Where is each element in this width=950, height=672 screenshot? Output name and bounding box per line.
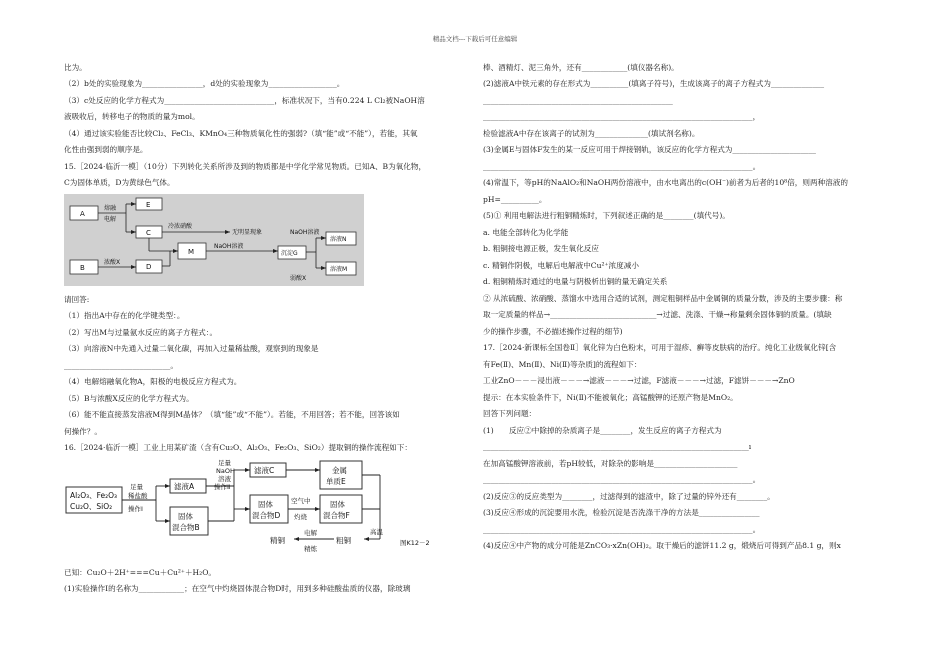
label-solid-D-1: 固体: [258, 499, 273, 509]
text-line: 化性由强到弱的顺序是。: [64, 145, 148, 155]
label-step2-d: 操作Ⅱ: [214, 482, 231, 491]
text-line: (5)① 利用电解法进行粗铜精炼时，下列叙述正确的是________(填代号)。: [483, 211, 730, 221]
text-line: b. 粗铜接电源正极，发生氧化反应: [483, 244, 599, 254]
text-line: 16.［2024·临沂一模］工业上用某矿渣（含有Cu₂O、Al₂O₃、Fe₂O₃、SiO₂）提取铜的操作流程如下：: [64, 443, 412, 453]
label-electrolysis: 电解: [304, 528, 317, 537]
label-refined-copper: 精铜: [270, 535, 285, 545]
text-line: pH=__________。: [483, 194, 547, 204]
text-line: （1）指出A中存在的化学键类型：。: [64, 311, 185, 321]
text-line: C为固体单质，D为黄绿色气体。: [64, 178, 175, 188]
text-line: 回答下列问题：: [483, 409, 537, 419]
label-cold-nitric: 冷浓硝酸: [168, 222, 193, 230]
arrowhead: [364, 537, 369, 541]
label-ore-1: Al₂O₃、Fe₂O₃: [70, 490, 118, 500]
label-ore-2: Cu₂O、SiO₂: [70, 501, 113, 511]
text-line: 17.［2024·新课标全国卷Ⅱ］氧化锌为白色粉末，可用于湿疹、癣等皮肤病的治疗。纯化工业级氧化锌[含: [483, 343, 837, 353]
process-flow-diagram: [64, 459, 464, 559]
text-line: _______________________________________________________________________。: [483, 524, 761, 534]
text-line: 15.［2024·临沂一模］（10分）下列转化关系所涉及到的物质都是中学化学常见物质。已知A、B为氧化物，: [64, 161, 427, 171]
arrowhead: [315, 507, 320, 511]
text-line: (4)常温下，等pH的NaAlO₂和NaOH两份溶液中，由水电离出的c(OH⁻)前者为后者的10⁸倍，则两种溶液的: [483, 178, 848, 188]
label-C: C: [146, 228, 151, 237]
conversion-diagram-svg: [64, 194, 364, 286]
label-air-1: 空气中: [291, 496, 311, 505]
process-flow-svg: [64, 459, 464, 559]
arrowhead: [315, 468, 320, 472]
label-electrolysis: 电解: [104, 215, 117, 223]
conversion-diagram: [64, 194, 464, 286]
text-line: d. 粗铜精炼时通过的电量与阴极析出铜的量无确定关系: [483, 277, 668, 287]
label-solid-B-2: 混合物B: [172, 522, 200, 532]
label-solid-D-2: 混合物D: [252, 510, 281, 520]
text-line: ____________________________。: [64, 360, 178, 370]
label-refining: 精炼: [304, 544, 317, 553]
label-solid-F-1: 固体: [330, 499, 345, 509]
label-solid-F-2: 混合物F: [323, 510, 350, 520]
label-step1-b: 稀盐酸: [128, 491, 148, 500]
text-line: _______________________________________________________________________。: [483, 161, 761, 171]
text-line: 已知：Cu₂O＋2H⁺===Cu＋Cu²⁺＋H₂O。: [64, 567, 217, 577]
label-solid-B-1: 固体: [178, 511, 193, 521]
label-step2-a: 足量: [218, 458, 231, 467]
text-line: （3）向溶液N中先通入过量二氧化碳，再加入过量稀盐酸，观察到的现象是: [64, 344, 319, 354]
text-line: (1) 反应②中除掉的杂质离子是________，发生反应的离子方程式为: [483, 425, 722, 435]
text-line: （4）通过该实验能否比较Cl₂、FeCl₃、KMnO₄三种物质氧化性的强弱?（填“能”或“不能”），若能，其氧: [64, 128, 418, 138]
text-line: （6）能不能直接蒸发溶液M得到M晶体？（填“能”或“不能”）。若能，不用回答；若不能，回答该如: [64, 410, 400, 420]
text-line: 少的操作步骤，不必描述操作过程的细节): [483, 326, 623, 336]
arrowhead: [294, 537, 299, 541]
left-column: [64, 62, 464, 600]
label-solution-M: 溶液M: [330, 265, 348, 273]
text-line: 何操作？。: [64, 426, 102, 436]
label-step1-a: 足量: [130, 482, 143, 491]
label-air-2: 灼烧: [294, 512, 307, 521]
text-line: （5）B与浓酸X反应的化学方程式为。: [64, 393, 194, 403]
label-D: D: [146, 262, 152, 271]
label-step2-c: 溶液: [218, 474, 231, 483]
arrowhead: [165, 484, 170, 488]
label-molten: 熔融: [104, 204, 117, 212]
page-header: 精品文档---下载后可任意编辑: [432, 35, 518, 43]
label-filtrate-C: 滤液C: [254, 465, 275, 475]
label-naoh-2: NaOH溶液: [290, 228, 320, 236]
text-line: (3)金属E与固体F发生的某一反应可用于焊接钢轨，该反应的化学方程式为______________________: [483, 145, 816, 155]
label-E: E: [146, 200, 151, 209]
arrowhead: [245, 507, 250, 511]
text-line: 有Fe(Ⅱ)、Mn(Ⅱ)、Ni(Ⅱ)等杂质]的流程如下：: [483, 359, 642, 369]
text-line: _______________________________________________________________________。: [483, 475, 761, 485]
text-line: 比为。: [64, 63, 87, 72]
text-line: 棒、酒精灯、泥三角外，还有____________(填仪器名称)。: [483, 63, 679, 72]
text-line: 液吸收后，转移电子的物质的量为mol。: [64, 112, 200, 122]
label-filtrate-A: 滤液A: [174, 481, 195, 491]
text-line: 工业ZnO－－－浸出液－－－→滤液－－－→过滤，F滤液－－－→过滤，F滤饼－－－→ZnO: [483, 376, 795, 386]
right-column: [483, 62, 885, 557]
text-line: (3)反应④形成的沉淀要用水洗，检验沉淀是否洗涤干净的方法是________________: [483, 508, 760, 518]
arrowhead: [165, 519, 170, 523]
text-line: (1)实验操作Ⅰ的名称为____________；在空气中灼烧固体混合物D时，用到多种硅酸盐质的仪器，除玻璃: [64, 584, 411, 594]
text-line: (4)反应④中产物的成分可能是ZnCO₃·xZn(OH)₂。取干燥后的滤饼11.2 g，煅烧后可得到产品8.1 g，则x: [483, 541, 841, 551]
text-line: a. 电能全部转化为化学能: [483, 227, 569, 237]
text-line: 检验滤液A中存在该离子的试剂为______________(填试剂名称)。: [483, 128, 700, 138]
label-weak-acid-X: 弱酸X: [290, 274, 307, 282]
label-no-phenomenon: 无明显现象: [232, 228, 263, 236]
text-line: (2)滤液A中铁元素的存在形式为__________(填离子符号)，生成该离子的离子方程式为______________: [483, 79, 825, 89]
text-line: 提示：在本实验条件下，Ni(Ⅱ)不能被氧化；高锰酸钾的还原产物是MnO₂。: [483, 392, 738, 402]
text-line: (2)反应③的反应类型为________，过滤得到的滤渣中，除了过量的锌外还有________。: [483, 491, 775, 501]
text-line: （4）电解熔融氧化物A，阳极的电极反应方程式为。: [64, 377, 242, 387]
label-high-temp: 高温: [370, 527, 383, 536]
label-naoh-1: NaOH溶液: [214, 242, 244, 250]
figure-caption: 图K12－2: [400, 538, 430, 547]
arrowhead: [245, 468, 250, 472]
label-solution-N: 溶液N: [330, 235, 347, 243]
text-line: 请回答:: [64, 294, 90, 304]
text-line: __________________________________________________: [483, 95, 673, 105]
text-line: （2）写出M与过量氨水反应的离子方程式：。: [64, 327, 218, 337]
text-line: 取一定质量的样品→____________________________→过滤、洗涤、干燥→称量剩余固体铜的质量。(填缺: [483, 310, 832, 320]
text-line: 在加高锰酸钾溶液前，若pH较低，对除杂的影响是______________________: [483, 458, 738, 468]
label-precipitate-G: 沉淀G: [281, 249, 298, 257]
label-step1-c: 操作Ⅰ: [128, 504, 143, 513]
label-M: M: [188, 247, 195, 256]
label-B: B: [80, 263, 85, 272]
label-metal-E-1: 金属: [332, 465, 347, 475]
text-line: _______________________________________________________________________，: [483, 112, 761, 122]
label-metal-E-2: 单质E: [326, 476, 346, 486]
text-line: ② 从浓硫酸、浓硝酸、蒸馏水中选用合适的试剂，测定粗铜样品中金属铜的质量分数，涉及的主要步骤：称: [483, 293, 843, 303]
label-conc-acid-X: 浓酸X: [104, 258, 121, 266]
text-line: c. 精铜作阴极，电解后电解液中Cu²⁺浓度减小: [483, 260, 639, 270]
text-line: ______________________________________________________________________ı: [483, 442, 752, 452]
text-line: （3）c处反应的化学方程式为_____________________________，标准状况下，当有0.224 L Cl₂被NaOH溶: [64, 95, 425, 105]
label-step2-b: NaOH: [216, 466, 235, 475]
label-crude-copper: 粗铜: [336, 535, 351, 545]
text-line: （2）b处的实验现象为________________，d处的实验现象为__________________。: [64, 79, 345, 89]
label-A: A: [80, 209, 85, 218]
